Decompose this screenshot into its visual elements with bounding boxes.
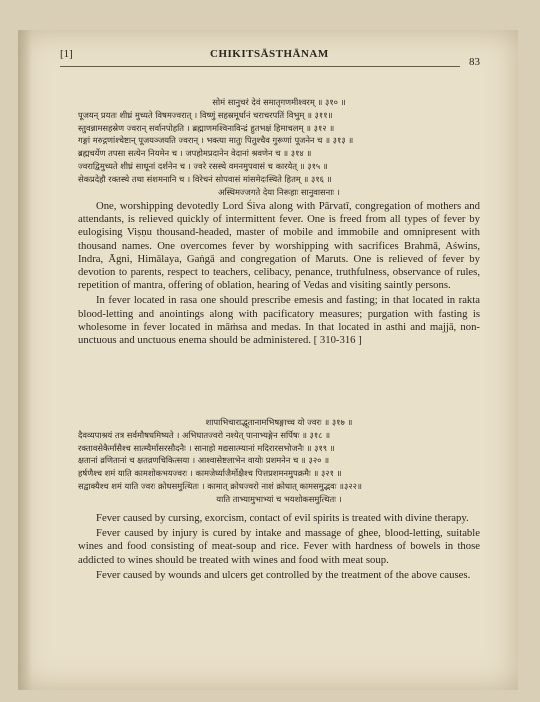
verse-line: क्षतानां व्रणितानां च क्षतव्रणचिकित्सया । आश्वासेष्टलाभेन वायोः प्रशमनेन च ॥ ३२० ॥	[78, 455, 330, 466]
verse-line: याति ताभ्यामुभाभ्यां च भयशोकसमुत्थितः ।	[216, 493, 342, 504]
verse-line: रक्तावसेकैर्मांसैश्च सात्म्यैर्मांसरसौदनैः । सानाहो मद्यसात्म्यानां मदिरारसभोजनैः ॥ ३१९ ॥	[78, 442, 335, 453]
verse-line: दैवव्यपाश्रयं तत्र सर्वमौषधमिष्यते । अभिघातज्वरो नश्येत् पानाभ्यङ्गेन सर्पिषः ॥ ३१८ ॥	[78, 429, 331, 440]
verse-line: ब्रह्मचर्येण तपसा सत्येन नियमेन च । जपहोमप्रदानेन वेदानां श्रवणेन च ॥ ३१४ ॥	[78, 148, 312, 159]
paragraph: Fever caused by injury is cured by intake and massage of ghee, blood-letting, suitable wines and food consisting of meat-soup and rice. Fever with hardness of bowels in those addicted to wines should be treated with wines and food with meat soup.	[78, 527, 480, 566]
translation-block-1	[78, 200, 480, 347]
chapter-marker: [1]	[60, 48, 73, 60]
paragraph: Fever caused by cursing, exorcism, contact of evil spirits is treated with divine therapy.	[96, 512, 469, 524]
page-number: 83	[469, 56, 480, 68]
section-title: CHIKITSĀSTHĀNAM	[210, 48, 329, 60]
verse-line: सेकप्रदेहौ रक्तस्थे तथा संशमनानि च । विरेचनं सोपवासं मांसमेदःस्थिते हितम् ॥ ३१६ ॥	[78, 173, 332, 184]
sanskrit-verse-block-2	[78, 416, 480, 506]
verse-line: हर्षणैश्च शमं याति कामशोकभयज्वरः । कामजेर्घ्याजैर्मोक्षैश्च पित्तप्रशमनमुपक्रमैः ॥ ३२१ ॥	[78, 468, 342, 479]
verse-line: स्तुवन्नामसहस्रेण ज्वरान् सर्वानपोहति । ब्रह्माणमश्विनाविन्द्रं हुतभक्षं हिमाचलम् ॥ ३१२ ॥	[78, 122, 335, 133]
paragraph: One, worshipping devotedly Lord Śiva along with Pārvatī, congregation of mothers and attendants, is relieved quickly of intermittent fever. One is freed from all types of fever by eulogising Viṣṇu thousand-headed, master of mobile and immobile and omnipresent with thousand names. One overcomes fever by worshipping with sacrifices Brahmā, Aświns, Indra, Āgni, Himālaya, Gaṅgā and congregation of Maruts. One is relieved of fever by devotion to parents, respect to teachers, celibacy, penance, truthfulness, observance of rules, repetition of mantra, offering of oblation, hearing of Vedas and visiting saintly persons.	[78, 200, 480, 292]
verse-line: सद्वाक्यैश्च शमं याति ज्वरः क्रोधसमुत्थितः । कामात् क्रोधज्वरो नाशं क्रोधात् कामसमुद्भवः ॥३२२॥	[78, 480, 362, 491]
binding-shadow	[18, 30, 32, 690]
header-rule	[60, 66, 460, 67]
verse-line: अस्थिमज्जगते देया निरूहाः सानुवासनाः ।	[218, 186, 340, 197]
verse-line: गङ्गां मरुद्गणांश्चेष्टान् पूजयञ्जयति ज्वरान् । भक्त्या मातुः पितुश्चैव गुरूणां पूजनेन च ॥ ३१३ ॥	[78, 135, 354, 146]
running-header	[60, 48, 480, 68]
paragraph: Fever caused by wounds and ulcers get controlled by the treatment of the above causes.	[96, 568, 471, 581]
verse-line: सोमं सानुचरं देवं समातृगणमीश्वरम् ॥ ३१० ॥	[212, 97, 346, 107]
paragraph: In fever located in rasa one should prescribe emesis and fasting; in that located in rakta blood-letting and anointings along with pacificatory measures; purgation with fasting is wholesome in fever located in māṁsa and medas. In that located in asthi and majjā, non-unctuous and unctuous enema should be administered. [ 310-316 ]	[78, 294, 480, 347]
translation-block-2	[78, 512, 480, 582]
verse-line: ज्वराद्विमुच्यते शीघ्रं साधूनां दर्शनेन च । ज्वरे रसस्थे वमनमुपवासं च कारयेत् ॥ ३१५ ॥	[78, 160, 328, 171]
verse-line: शापाभिचाराद्भूतानामभिषङ्गाच्च यो ज्वरः ॥ ३१७ ॥	[205, 417, 353, 427]
sanskrit-verse-block-1	[78, 96, 480, 198]
verse-line: पूजयन् प्रयतः शीघ्रं मुच्यते विषमज्वरात् । विष्णुं सहस्रमूर्धानं चराचरपतिं विभुम् ॥ ३११॥	[78, 109, 333, 120]
